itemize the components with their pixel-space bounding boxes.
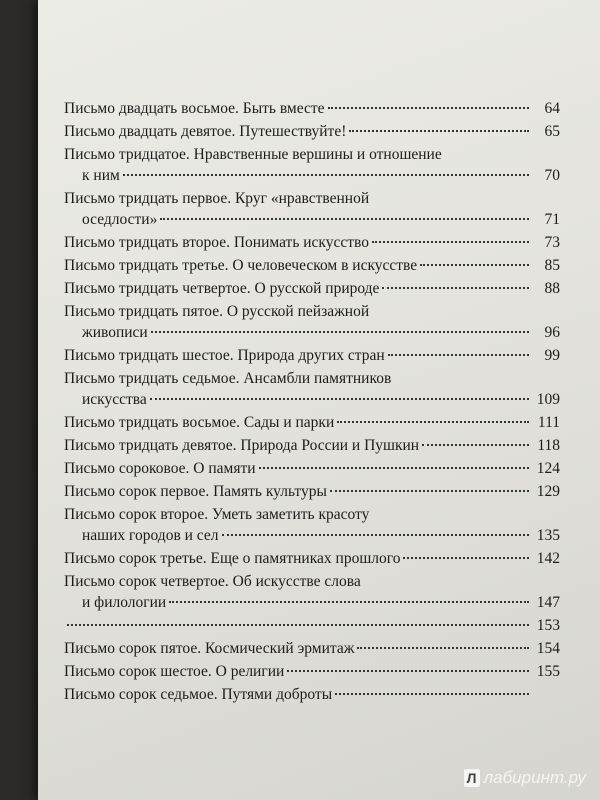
toc-entry-title: Письмо тридцать шестое. Природа других стран [64, 347, 385, 364]
toc-entry-title: Письмо тридцатое. Нравственные вершины и отношение [64, 146, 442, 163]
toc-page-number: 154 [536, 640, 560, 657]
toc-entry-title-continued: к ним [82, 167, 120, 184]
dot-leader [328, 107, 530, 109]
toc-entry-title: Письмо сорок третье. Еще о памятниках прошлого [64, 550, 401, 567]
toc-entry-title-continued: живописи [82, 324, 148, 341]
dot-leader [422, 444, 529, 446]
toc-entry-title: Письмо тридцать первое. Круг «нравственной [64, 190, 370, 207]
toc-entry [64, 615, 560, 636]
book-page [38, 0, 600, 800]
toc-page-number: 118 [537, 437, 560, 454]
toc-entry [64, 435, 560, 456]
toc-entry [64, 684, 560, 705]
toc-page-number: 96 [544, 324, 560, 341]
toc-entry [64, 504, 560, 546]
toc-entry-title: Письмо тридцать пятое. О русской пейзажной [64, 303, 370, 320]
toc-page-number: 142 [536, 550, 560, 567]
dot-leader [372, 241, 529, 243]
dot-leader [337, 421, 529, 423]
toc-page-number: 70 [544, 167, 560, 184]
toc-entry-title: Письмо тридцать восьмое. Сады и парки [64, 414, 335, 431]
toc-entry-title: Письмо сорок седьмое. Путями доброты [64, 686, 333, 703]
toc-page-number: 153 [536, 617, 560, 634]
toc-entry-title: Письмо сорок шестое. О религии [64, 663, 285, 680]
toc-entry [64, 301, 560, 343]
toc-entry [64, 144, 560, 186]
dot-leader [67, 624, 529, 626]
dot-leader [420, 264, 529, 266]
toc-page-number: 109 [536, 391, 560, 408]
toc-entry-title-continued: и филологии [82, 594, 167, 611]
dot-leader [150, 398, 529, 400]
dot-leader [357, 647, 529, 649]
watermark-text: лабиринт.ру [483, 768, 586, 787]
toc-entry-title: Письмо двадцать восьмое. Быть вместе [64, 100, 325, 117]
toc-entry [64, 255, 560, 276]
table-of-contents [64, 98, 560, 707]
toc-page-number: 88 [544, 280, 560, 297]
dot-leader [160, 218, 529, 220]
toc-entry [64, 188, 560, 230]
dot-leader [287, 670, 529, 672]
toc-page-number: 124 [536, 460, 560, 477]
toc-entry [64, 98, 560, 119]
toc-entry [64, 278, 560, 299]
dot-leader [151, 331, 529, 333]
toc-entry [64, 481, 560, 502]
dot-leader [169, 601, 529, 603]
toc-entry-title: Письмо тридцать седьмое. Ансамбли памятников [64, 370, 392, 387]
dot-leader [388, 354, 529, 356]
dot-leader [335, 693, 529, 695]
toc-entry [64, 548, 560, 569]
dot-leader [259, 467, 529, 469]
toc-entry-title: Письмо двадцать девятое. Путешествуйте! [64, 123, 347, 140]
toc-entry-title-continued: оседлости» [82, 211, 158, 228]
toc-entry [64, 412, 560, 433]
toc-entry [64, 368, 560, 410]
toc-entry [64, 661, 560, 682]
dot-leader [330, 490, 529, 492]
toc-entry-title: Письмо сорок первое. Память культуры [64, 483, 327, 500]
labirint-logo-icon: Л [464, 769, 480, 787]
toc-entry-title: Письмо тридцать четвертое. О русской природе [64, 280, 380, 297]
watermark [464, 768, 586, 788]
toc-entry-title: Письмо тридцать второе. Понимать искусство [64, 234, 369, 251]
toc-entry-title-continued: искусства [82, 391, 147, 408]
toc-page-number: 71 [544, 211, 560, 228]
toc-page-number: 147 [536, 594, 560, 611]
toc-entry [64, 121, 560, 142]
toc-page-number: 65 [544, 123, 560, 140]
dot-leader [123, 174, 529, 176]
toc-entry-title: Письмо сороковое. О памяти [64, 460, 256, 477]
toc-entry [64, 458, 560, 479]
toc-page-number: 111 [537, 414, 560, 431]
dot-leader [349, 130, 529, 132]
dot-leader [403, 557, 529, 559]
toc-entry [64, 232, 560, 253]
toc-entry [64, 638, 560, 659]
dot-leader [382, 287, 529, 289]
toc-entry-title: Письмо сорок второе. Уметь заметить красоту [64, 506, 370, 523]
toc-entry-title: Письмо тридцать девятое. Природа России и Пушкин [64, 437, 420, 454]
toc-entry-title: Письмо тридцать третье. О человеческом в искусстве [64, 257, 418, 274]
toc-entry-title: Письмо сорок пятое. Космический эрмитаж [64, 640, 355, 657]
toc-entry [64, 571, 560, 613]
toc-page-number: 64 [544, 100, 560, 117]
toc-page-number: 99 [544, 347, 560, 364]
toc-entry-title: Письмо сорок четвертое. Об искусстве слова [64, 573, 361, 590]
toc-page-number: 85 [544, 257, 560, 274]
dot-leader [222, 534, 530, 536]
toc-page-number: 73 [544, 234, 560, 251]
toc-page-number: 155 [536, 663, 560, 680]
toc-entry [64, 345, 560, 366]
toc-entry-title-continued: наших городов и сел [82, 527, 219, 544]
toc-page-number: 135 [536, 527, 560, 544]
toc-page-number: 129 [536, 483, 560, 500]
